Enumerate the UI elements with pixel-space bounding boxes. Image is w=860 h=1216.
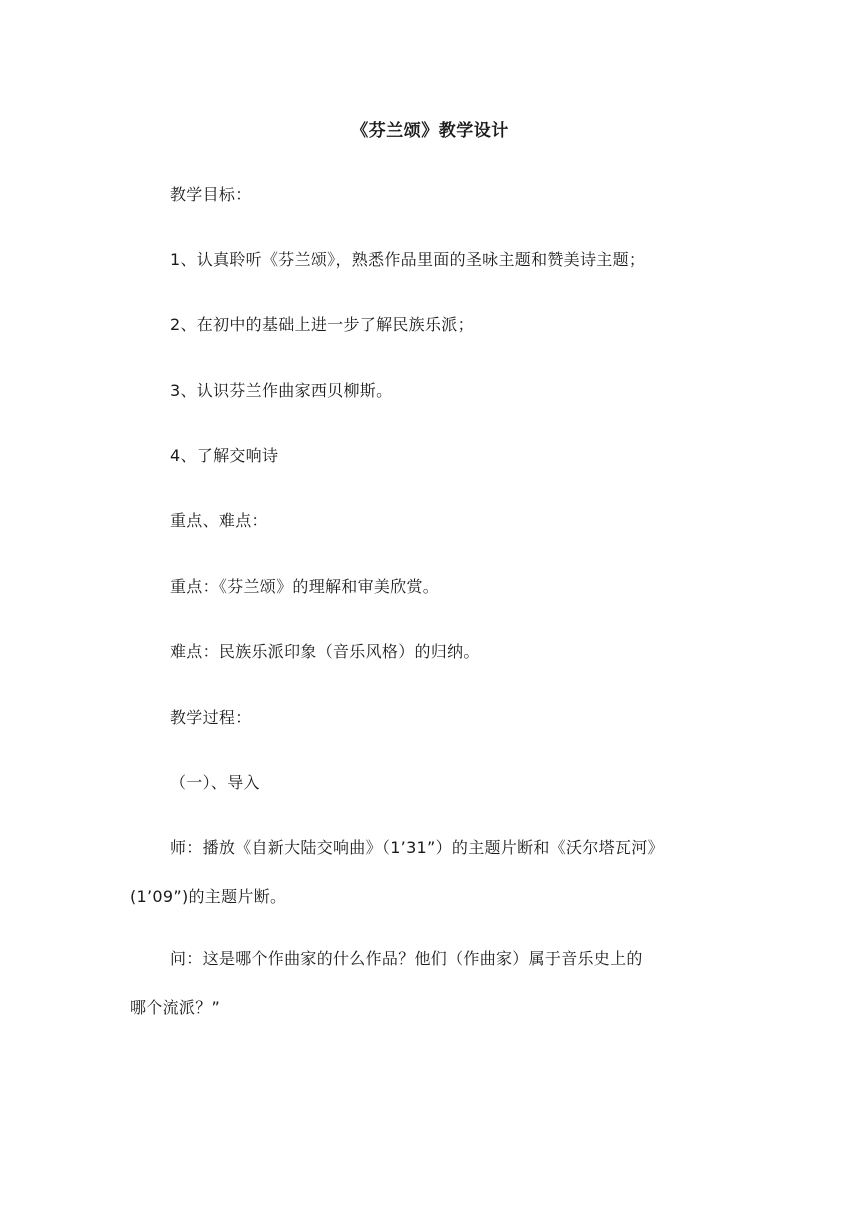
question-paragraph-line-2: 哪个流派？” bbox=[130, 998, 221, 1017]
teacher-paragraph-line-1: 师：播放《自新大陆交响曲》（1’31”）的主题片断和《沃尔塔瓦河》 bbox=[170, 838, 664, 857]
objective-4: 4、了解交响诗 bbox=[170, 446, 279, 465]
objective-1: 1、认真聆听《芬兰颂》，熟悉作品里面的圣咏主题和赞美诗主题； bbox=[170, 250, 646, 269]
section-introduction: （一）、导入 bbox=[170, 773, 260, 792]
heading-key-points: 重点、难点： bbox=[170, 511, 268, 530]
heading-objectives: 教学目标： bbox=[170, 185, 252, 204]
heading-teaching-process: 教学过程： bbox=[170, 708, 252, 727]
teacher-paragraph-line-2: (1’09”)的主题片断。 bbox=[130, 887, 287, 906]
difficult-point: 难点：民族乐派印象（音乐风格）的归纳。 bbox=[170, 642, 480, 661]
key-point: 重点：《芬兰颂》的理解和审美欣赏。 bbox=[170, 577, 440, 596]
question-paragraph-line-1: 问：这是哪个作曲家的什么作品？他们（作曲家）属于音乐史上的 bbox=[170, 949, 643, 968]
document-title: 《芬兰颂》教学设计 bbox=[351, 121, 509, 141]
objective-2: 2、在初中的基础上进一步了解民族乐派； bbox=[170, 315, 474, 334]
objective-3: 3、认识芬兰作曲家西贝柳斯。 bbox=[170, 381, 393, 400]
